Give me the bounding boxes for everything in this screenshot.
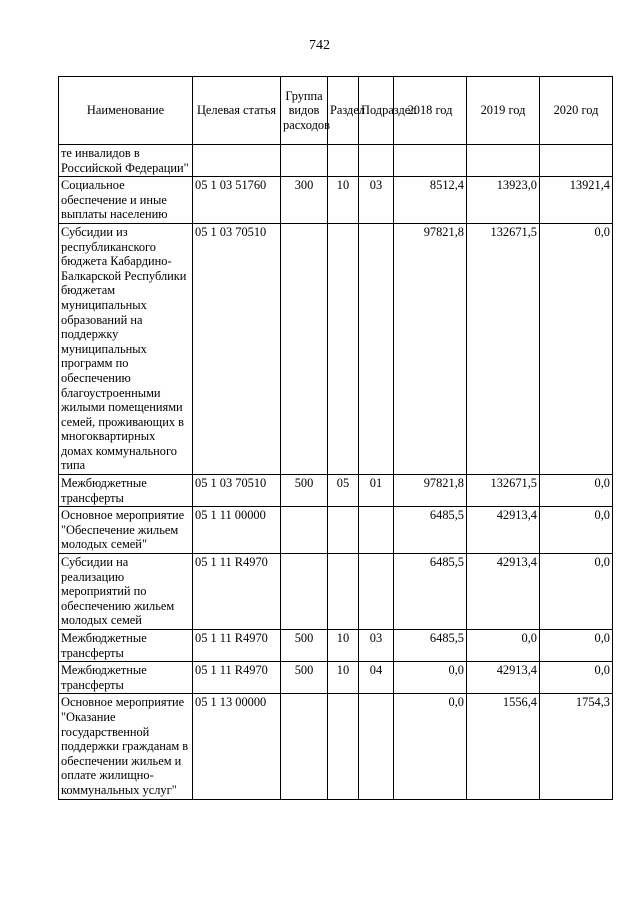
row-2019: 42913,4	[467, 554, 540, 630]
row-code: 05 1 11 R4970	[193, 554, 281, 630]
table-row	[59, 694, 613, 799]
row-subsection	[359, 223, 394, 474]
row-2018: 8512,4	[394, 177, 467, 224]
row-2018	[394, 145, 467, 177]
row-code: 05 1 11 R4970	[193, 630, 281, 662]
row-group: 300	[281, 177, 328, 224]
row-2020: 0,0	[540, 507, 613, 554]
row-2020: 1754,3	[540, 694, 613, 799]
row-subsection: 04	[359, 662, 394, 694]
row-name: Основное мероприятие "Оказание государственной поддержки гражданам в обеспечении жильем и оплате жилищно-коммунальных услуг"	[59, 694, 193, 799]
row-name: Социальное обеспечение и иные выплаты населению	[59, 177, 193, 224]
table-row	[59, 223, 613, 474]
row-2020	[540, 145, 613, 177]
row-name: Межбюджетные трансферты	[59, 630, 193, 662]
row-group	[281, 554, 328, 630]
row-2020: 0,0	[540, 630, 613, 662]
header-name: Наименование	[59, 77, 193, 145]
row-subsection: 03	[359, 630, 394, 662]
header-section: Раздел	[328, 77, 359, 145]
row-2018: 6485,5	[394, 630, 467, 662]
row-name: Межбюджетные трансферты	[59, 662, 193, 694]
row-2020: 0,0	[540, 223, 613, 474]
row-section	[328, 694, 359, 799]
row-subsection: 01	[359, 475, 394, 507]
row-2019: 42913,4	[467, 507, 540, 554]
row-section	[328, 145, 359, 177]
table-header-row	[59, 77, 613, 145]
table-row	[59, 145, 613, 177]
row-name: те инвалидов в Российской Федерации"	[59, 145, 193, 177]
row-2019	[467, 145, 540, 177]
header-2019: 2019 год	[467, 77, 540, 145]
row-2020: 13921,4	[540, 177, 613, 224]
table-row	[59, 507, 613, 554]
row-name: Основное мероприятие "Обеспечение жильем молодых семей"	[59, 507, 193, 554]
row-2018: 6485,5	[394, 507, 467, 554]
row-code: 05 1 03 70510	[193, 223, 281, 474]
row-code: 05 1 13 00000	[193, 694, 281, 799]
row-code	[193, 145, 281, 177]
row-2019: 13923,0	[467, 177, 540, 224]
page-number: 742	[309, 38, 330, 53]
table-row	[59, 630, 613, 662]
row-code: 05 1 11 R4970	[193, 662, 281, 694]
row-name: Субсидии из республиканского бюджета Кабардино-Балкарской Республики бюджетам муниципальных образований на поддержку муниципальных программ по обеспечению благоустроенными жилыми помещениями семей, проживающих в многоквартирных домах коммунального типа	[59, 223, 193, 474]
row-2019: 1556,4	[467, 694, 540, 799]
row-code: 05 1 11 00000	[193, 507, 281, 554]
row-section	[328, 554, 359, 630]
row-section	[328, 223, 359, 474]
row-2019: 132671,5	[467, 475, 540, 507]
header-2020: 2020 год	[540, 77, 613, 145]
row-name: Субсидии на реализацию мероприятий по обеспечению жильем молодых семей	[59, 554, 193, 630]
header-code: Целевая статья	[193, 77, 281, 145]
budget-table	[58, 76, 613, 800]
row-section: 10	[328, 662, 359, 694]
row-name: Межбюджетные трансферты	[59, 475, 193, 507]
table-row	[59, 475, 613, 507]
table-row	[59, 662, 613, 694]
table-row	[59, 177, 613, 224]
row-section: 10	[328, 177, 359, 224]
row-code: 05 1 03 51760	[193, 177, 281, 224]
row-2020: 0,0	[540, 554, 613, 630]
header-2018: 2018 год	[394, 77, 467, 145]
row-group	[281, 507, 328, 554]
row-group: 500	[281, 662, 328, 694]
row-group: 500	[281, 630, 328, 662]
row-2020: 0,0	[540, 662, 613, 694]
row-section	[328, 507, 359, 554]
row-2018: 97821,8	[394, 475, 467, 507]
row-2019: 132671,5	[467, 223, 540, 474]
row-2019: 42913,4	[467, 662, 540, 694]
row-2019: 0,0	[467, 630, 540, 662]
row-group	[281, 145, 328, 177]
row-section: 10	[328, 630, 359, 662]
row-2018: 0,0	[394, 662, 467, 694]
row-group	[281, 694, 328, 799]
row-2018: 97821,8	[394, 223, 467, 474]
row-2018: 6485,5	[394, 554, 467, 630]
table-row	[59, 554, 613, 630]
row-section: 05	[328, 475, 359, 507]
row-subsection	[359, 145, 394, 177]
row-subsection	[359, 694, 394, 799]
header-subsection: Подраздел	[359, 77, 394, 145]
row-group	[281, 223, 328, 474]
row-subsection: 03	[359, 177, 394, 224]
header-group: Группа видов расходов	[281, 77, 328, 145]
row-subsection	[359, 507, 394, 554]
row-subsection	[359, 554, 394, 630]
row-group: 500	[281, 475, 328, 507]
row-code: 05 1 03 70510	[193, 475, 281, 507]
row-2018: 0,0	[394, 694, 467, 799]
row-2020: 0,0	[540, 475, 613, 507]
